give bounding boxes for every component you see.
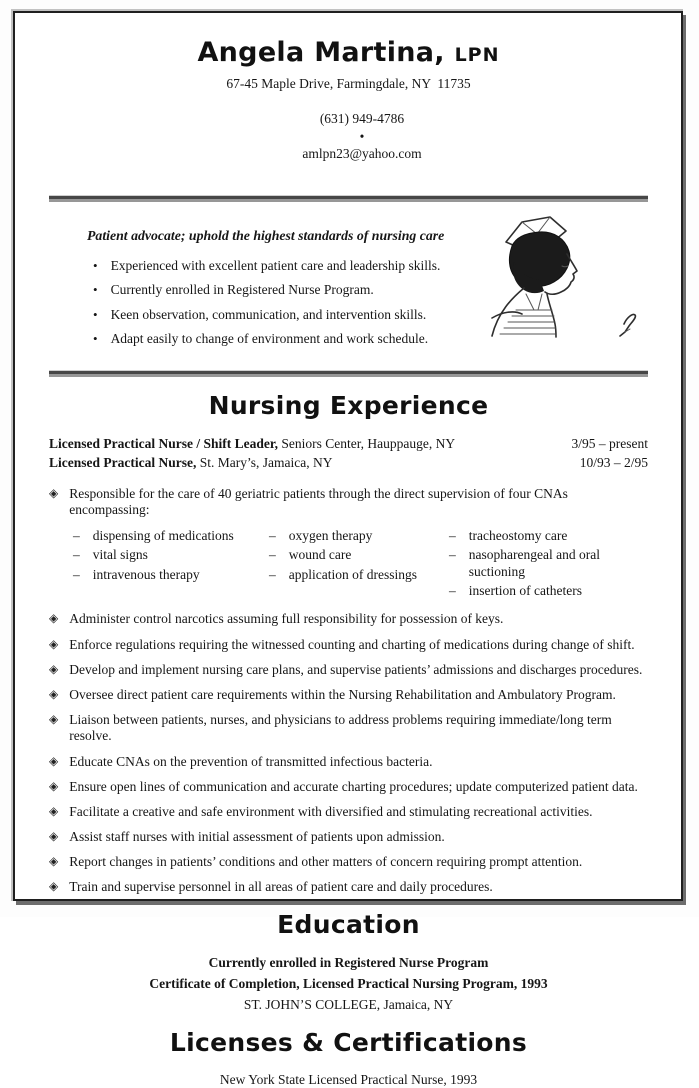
duty-item [49, 754, 648, 770]
summary-bullet-text: Adapt easily to change of environment and work schedule. [110, 330, 429, 346]
job-2-dates: 10/93 – 2/95 [579, 454, 648, 470]
dash-icon: – [449, 527, 456, 543]
job-1-org: Seniors Center, Hauppauge, NY [281, 436, 456, 452]
sub-item-text: dispensing of medications [92, 527, 234, 543]
summary-bullet-list [87, 258, 454, 347]
duty-item [49, 879, 648, 895]
email-address: amlpn23@yahoo.com [302, 146, 422, 162]
duty-item [49, 637, 648, 653]
sub-column-1 [73, 528, 269, 600]
experience-section [49, 391, 648, 896]
duty-item [49, 829, 648, 845]
experience-title: Nursing Experience [208, 391, 489, 421]
education-line-1: Currently enrolled in Registered Nurse Program [208, 954, 489, 970]
sub-item-text: oxygen therapy [288, 527, 373, 543]
summary-section [49, 214, 648, 355]
dash-icon: – [269, 527, 276, 543]
job-1-title: Licensed Practical Nurse / Shift Leader, [49, 436, 278, 452]
nurse-illustration [454, 214, 646, 338]
job-1-left [49, 435, 455, 454]
resume-page [13, 11, 683, 1088]
dash-icon: – [73, 547, 80, 563]
sub-item [269, 547, 449, 563]
duty-list [49, 486, 648, 895]
job-2-org: St. Mary’s, Jamaica, NY [199, 454, 333, 470]
bullet-dot-icon: • [93, 282, 98, 298]
dash-icon: – [269, 567, 276, 583]
duty-text: Oversee direct patient care requirements within the Nursing Rehabilitation and Ambulatory Program. [69, 686, 616, 702]
dash-icon: – [449, 583, 456, 599]
education-title: Education [277, 909, 420, 939]
dash-icon: – [73, 567, 80, 583]
diamond-bullet-icon: ◈ [49, 829, 59, 844]
dash-icon: – [269, 547, 276, 563]
duty-item [49, 687, 648, 703]
bullet-dot-icon: • [93, 258, 98, 274]
diamond-bullet-icon: ◈ [49, 778, 59, 793]
job-row-2 [49, 454, 648, 473]
sub-column-2 [269, 528, 449, 600]
summary-bullet-item [87, 258, 454, 274]
bullet-dot-icon: • [93, 306, 98, 322]
remaining-duties [49, 611, 648, 895]
sub-item-text: insertion of catheters [468, 583, 582, 599]
nurse-sketch-svg [454, 214, 646, 338]
education-section [49, 910, 648, 1015]
person-name-text: Angela Martina, [197, 37, 445, 68]
duty-item [49, 611, 648, 627]
diamond-bullet-icon: ◈ [49, 854, 59, 869]
lead-duty-text: Responsible for the care of 40 geriatric patients through the direct supervision of four CNAs encompassing: [69, 486, 568, 518]
duty-text: Educate CNAs on the prevention of transmitted infectious bacteria. [69, 753, 433, 769]
summary-bullet-item [87, 331, 454, 347]
phone-number: (631) 949-4786 [319, 111, 405, 127]
phone-email-line [49, 93, 648, 181]
sub-item-text: intravenous therapy [92, 567, 200, 583]
sub-column-3 [449, 528, 648, 600]
diamond-bullet-icon: ◈ [49, 636, 59, 651]
licenses-section [49, 1028, 648, 1088]
sub-item [73, 547, 269, 563]
contact-separator: • [359, 128, 365, 144]
sub-item [449, 583, 648, 599]
job-row-1 [49, 435, 648, 454]
diamond-bullet-icon: ◈ [49, 879, 59, 894]
duty-item [49, 854, 648, 870]
summary-bullet-item [87, 282, 454, 298]
job-1-dates: 3/95 – present [571, 436, 648, 452]
diamond-bullet-icon: ◈ [49, 803, 59, 818]
licenses-title: Licenses & Certifications [169, 1028, 528, 1058]
bullet-dot-icon: • [93, 330, 98, 346]
duty-text: Ensure open lines of communication and accurate charting procedures; update computerized patient data. [69, 778, 638, 794]
duty-text: Enforce regulations requiring the witnessed counting and charting of medications during change of shift. [69, 636, 635, 652]
diamond-bullet-icon: ◈ [49, 611, 59, 626]
dash-icon: – [449, 547, 456, 563]
summary-bullet-text: Keen observation, communication, and intervention skills. [110, 306, 427, 322]
diamond-bullet-icon: ◈ [49, 686, 59, 701]
summary-bullet-text: Currently enrolled in Registered Nurse Program. [110, 282, 374, 298]
credential-text: LPN [454, 44, 500, 66]
duty-text: Liaison between patients, nurses, and physicians to address problems requiring immediate/long term resolve. [69, 712, 612, 744]
duty-text: Develop and implement nursing care plans, and supervise patients’ admissions and discharges procedures. [69, 661, 643, 677]
sub-item-text: nasopharengeal and oral suctioning [468, 547, 600, 579]
sub-item-text: tracheostomy care [468, 527, 568, 543]
diamond-bullet-icon: ◈ [49, 486, 59, 501]
sub-item [73, 528, 269, 544]
sub-item [269, 567, 449, 583]
address-line: 67-45 Maple Drive, Farmingdale, NY 11735 [226, 76, 471, 91]
duty-item [49, 712, 648, 744]
education-line-3: ST. JOHN’S COLLEGE, Jamaica, NY [243, 997, 454, 1013]
dash-icon: – [73, 527, 80, 543]
diamond-bullet-icon: ◈ [49, 712, 59, 727]
duty-item [49, 804, 648, 820]
education-line-2: Certificate of Completion, Licensed Practical Nursing Program, 1993 [149, 975, 548, 991]
job-2-title: Licensed Practical Nurse, [49, 454, 197, 470]
resume-header [49, 37, 648, 180]
duty-text: Report changes in patients’ conditions and other matters of concern requiring prompt attention. [69, 854, 583, 870]
duty-text: Facilitate a creative and safe environment with diversified and stimulating recreational activities. [69, 803, 593, 819]
person-name [49, 37, 648, 68]
summary-bullet-text: Experienced with excellent patient care and leadership skills. [110, 258, 441, 274]
sub-item [269, 528, 449, 544]
sub-item [449, 547, 648, 579]
divider-rule-top [49, 195, 648, 202]
diamond-bullet-icon: ◈ [49, 753, 59, 768]
lead-duty [49, 486, 648, 518]
job-2-left [49, 454, 332, 473]
duty-text: Administer control narcotics assuming full responsibility for possession of keys. [69, 611, 504, 627]
sub-item [73, 567, 269, 583]
duty-sub-grid [73, 528, 648, 600]
sub-item [449, 528, 648, 544]
summary-text-block [49, 214, 454, 355]
divider-rule-bottom [49, 370, 648, 377]
license-line-1: New York State Licensed Practical Nurse, 1993 [219, 1072, 478, 1088]
summary-headline: Patient advocate; uphold the highest standards of nursing care [87, 228, 445, 244]
duty-item [49, 779, 648, 795]
duty-text: Train and supervise personnel in all areas of patient care and daily procedures. [69, 879, 493, 895]
duty-text: Assist staff nurses with initial assessment of patients upon admission. [69, 829, 445, 845]
sub-item-text: application of dressings [288, 567, 417, 583]
diamond-bullet-icon: ◈ [49, 661, 59, 676]
duty-item [49, 662, 648, 678]
sub-item-text: wound care [288, 547, 352, 563]
sub-item-text: vital signs [92, 547, 148, 563]
summary-bullet-item [87, 307, 454, 323]
